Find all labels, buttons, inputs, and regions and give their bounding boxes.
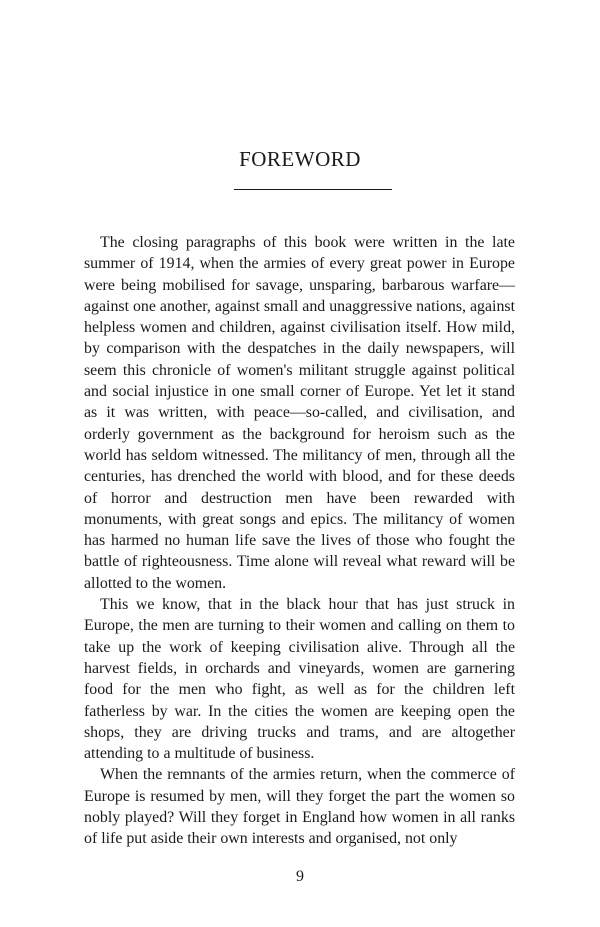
paragraph: When the remnants of the armies return, when the commerce of Europe is resumed by men, will they forget the part the women so nobly played? Will they forget in England how women in all ranks of life put aside their own interests and organised, not only	[84, 766, 515, 848]
body-text	[84, 232, 515, 850]
paragraph: This we know, that in the black hour that has just struck in Europe, the men are turning to their women and calling on them to take up the work of keeping civilisation alive. Through all the harvest fields, in orchards and vineyards, women are garnering food for the men who fight, as well as for the children left fatherless by war. In the cities the women are keeping open the shops, they are driving trucks and trams, and are altogether attending to a multitude of business.	[84, 596, 515, 763]
paragraph: The closing paragraphs of this book were written in the late summer of 1914, when the armies of every great power in Europe were being mobilised for savage, unsparing, barbarous warfare—against one another, against small and unaggressive nations, against helpless women and children, against civilisation itself. How mild, by comparison with the despatches in the daily newspapers, will seem this chronicle of women's militant struggle against political and social injustice in one small corner of Europe. Yet let it stand as it was written, with peace—so-called, and civilisation, and orderly government as the background for heroism such as the world has seldom witnessed. The militancy of men, through all the centuries, has drenched the world with blood, and for these deeds of horror and destruction men have been rewarded with monuments, with great songs and epics. The militancy of women has harmed no human life save the lives of those who fought the battle of righteousness. Time alone will reveal what reward will be allotted to the women.	[84, 234, 515, 592]
page-number: 9	[296, 868, 304, 885]
chapter-title: FOREWORD	[239, 147, 361, 171]
title-rule	[234, 189, 392, 190]
